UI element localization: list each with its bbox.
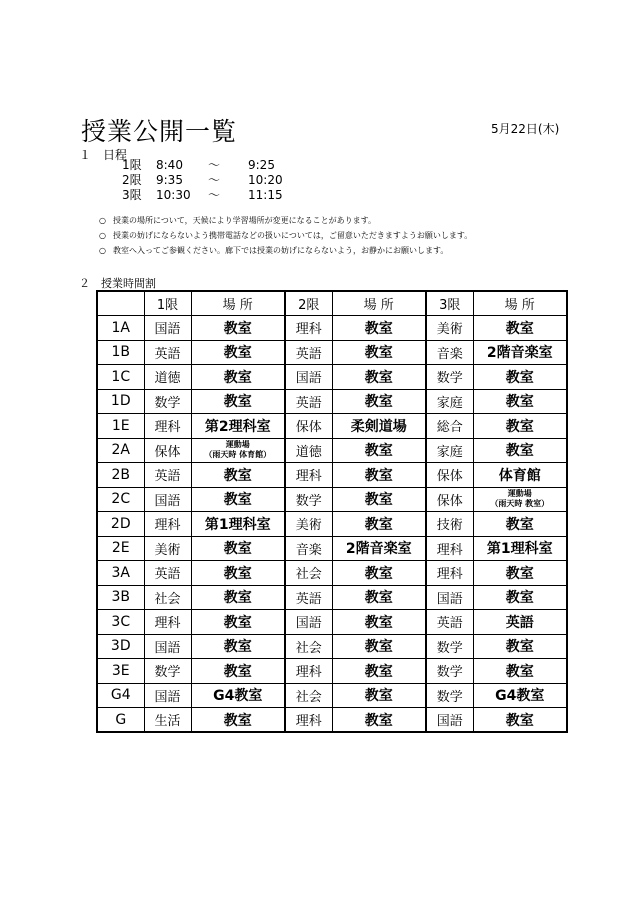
table-row xyxy=(97,634,567,659)
class-cell: 1E xyxy=(97,414,144,439)
table-row xyxy=(97,340,567,365)
location-cell: 教室 xyxy=(332,463,426,488)
header-cell: 場 所 xyxy=(332,291,426,316)
subject-cell: 数学 xyxy=(426,659,473,684)
subject-cell: 美術 xyxy=(144,536,191,561)
subject-cell: 美術 xyxy=(285,512,332,537)
subject-cell: 理科 xyxy=(144,512,191,537)
subject-cell: 理科 xyxy=(144,414,191,439)
note-text: 教室へ入ってご参観ください。廊下では授業の妨げにならないよう，お静かにお願いします。 xyxy=(113,246,449,255)
class-cell: 3D xyxy=(97,634,144,659)
subject-cell: 社会 xyxy=(285,683,332,708)
note-item xyxy=(99,213,472,228)
location-cell: 教室 xyxy=(473,561,567,586)
table-row xyxy=(97,585,567,610)
subject-cell: 美術 xyxy=(426,316,473,341)
location-cell: G4教室 xyxy=(473,683,567,708)
subject-cell: 英語 xyxy=(285,389,332,414)
subject-cell: 数学 xyxy=(426,683,473,708)
location-cell: 教室 xyxy=(473,659,567,684)
location-cell: 教室 xyxy=(473,414,567,439)
subject-cell: 英語 xyxy=(426,610,473,635)
location-cell: 2階音楽室 xyxy=(332,536,426,561)
location-primary: 運動場 xyxy=(507,489,532,499)
location-cell: 教室 xyxy=(191,389,285,414)
location-cell: 教室 xyxy=(191,365,285,390)
location-cell: 第2理科室 xyxy=(191,414,285,439)
circle-bullet-icon: ○ xyxy=(99,246,106,255)
header-cell: 2限 xyxy=(285,291,332,316)
schedule-row xyxy=(122,158,298,173)
location-cell: 教室 xyxy=(332,512,426,537)
location-cell: 教室 xyxy=(332,659,426,684)
table-row xyxy=(97,414,567,439)
class-cell: 3A xyxy=(97,561,144,586)
table-row xyxy=(97,561,567,586)
class-cell: 3B xyxy=(97,585,144,610)
location-cell: 教室 xyxy=(191,708,285,733)
subject-cell: 国語 xyxy=(285,610,332,635)
subject-cell: 理科 xyxy=(426,536,473,561)
class-cell: 3C xyxy=(97,610,144,635)
location-cell: 教室 xyxy=(332,708,426,733)
note-item xyxy=(99,228,472,243)
table-row xyxy=(97,438,567,463)
header-cell: 3限 xyxy=(426,291,473,316)
schedule-list xyxy=(122,158,298,203)
table-header-row xyxy=(97,291,567,316)
subject-cell: 数学 xyxy=(144,389,191,414)
class-cell: 2D xyxy=(97,512,144,537)
start-time: 8:40 xyxy=(156,158,183,172)
page-title: 授業公開一覧 xyxy=(81,117,238,146)
location-cell: 教室 xyxy=(191,561,285,586)
end-time: 10:20 xyxy=(248,173,283,187)
location-cell: 第1理科室 xyxy=(191,512,285,537)
subject-cell: 数学 xyxy=(426,365,473,390)
table-row xyxy=(97,610,567,635)
schedule-row xyxy=(122,173,298,188)
subject-cell: 社会 xyxy=(285,561,332,586)
location-cell: 教室 xyxy=(332,561,426,586)
circle-bullet-icon: ○ xyxy=(99,231,106,240)
location-cell: 教室 xyxy=(191,536,285,561)
table-row xyxy=(97,487,567,512)
subject-cell: 国語 xyxy=(426,708,473,733)
circle-bullet-icon: ○ xyxy=(99,216,106,225)
tilde: ～ xyxy=(208,173,221,187)
location-cell: 教室 xyxy=(191,634,285,659)
location-cell: G4教室 xyxy=(191,683,285,708)
subject-cell: 音楽 xyxy=(285,536,332,561)
end-time: 11:15 xyxy=(248,188,283,202)
location-cell: 教室 xyxy=(332,316,426,341)
start-time: 9:35 xyxy=(156,173,183,187)
subject-cell: 保体 xyxy=(426,463,473,488)
location-cell: 教室 xyxy=(332,340,426,365)
subject-cell: 理科 xyxy=(285,316,332,341)
class-cell: G xyxy=(97,708,144,733)
location-cell xyxy=(473,487,567,512)
subject-cell: 理科 xyxy=(426,561,473,586)
subject-cell: 家庭 xyxy=(426,389,473,414)
location-cell: 教室 xyxy=(332,683,426,708)
location-cell: 教室 xyxy=(191,487,285,512)
subject-cell: 国語 xyxy=(285,365,332,390)
timetable xyxy=(96,290,568,733)
location-cell: 教室 xyxy=(191,340,285,365)
location-cell: 教室 xyxy=(191,659,285,684)
location-cell: 教室 xyxy=(332,487,426,512)
location-cell: 教室 xyxy=(473,316,567,341)
subject-cell: 道徳 xyxy=(285,438,332,463)
subject-cell: 英語 xyxy=(144,561,191,586)
tilde: ～ xyxy=(208,158,221,172)
location-cell: 英語 xyxy=(473,610,567,635)
location-cell: 教室 xyxy=(191,316,285,341)
subject-cell: 数学 xyxy=(426,634,473,659)
class-cell: 1D xyxy=(97,389,144,414)
subject-cell: 数学 xyxy=(144,659,191,684)
table-row xyxy=(97,316,567,341)
subject-cell: 保体 xyxy=(426,487,473,512)
location-cell: 教室 xyxy=(332,389,426,414)
location-cell: 教室 xyxy=(332,438,426,463)
class-cell: 1B xyxy=(97,340,144,365)
subject-cell: 社会 xyxy=(144,585,191,610)
location-cell: 教室 xyxy=(473,365,567,390)
subject-cell: 保体 xyxy=(144,438,191,463)
header-cell: 場 所 xyxy=(191,291,285,316)
period-label: 3限 xyxy=(122,188,142,202)
subject-cell: 理科 xyxy=(285,708,332,733)
location-cell: 教室 xyxy=(473,389,567,414)
notes-list xyxy=(99,213,472,258)
subject-cell: 国語 xyxy=(144,683,191,708)
period-label: 2限 xyxy=(122,173,142,187)
subject-cell: 国語 xyxy=(426,585,473,610)
location-cell: 教室 xyxy=(473,634,567,659)
table-row xyxy=(97,708,567,733)
subject-cell: 家庭 xyxy=(426,438,473,463)
subject-cell: 音楽 xyxy=(426,340,473,365)
subject-cell: 英語 xyxy=(285,585,332,610)
period-label: 1限 xyxy=(122,158,142,172)
location-cell: 教室 xyxy=(332,365,426,390)
location-cell: 柔剣道場 xyxy=(332,414,426,439)
location-cell: 2階音楽室 xyxy=(473,340,567,365)
location-alternate: （雨天時 教室） xyxy=(490,499,550,509)
location-cell: 教室 xyxy=(473,585,567,610)
class-cell: 2E xyxy=(97,536,144,561)
section-schedule-heading: １ 日程 xyxy=(79,148,128,162)
table-row xyxy=(97,512,567,537)
class-cell: G4 xyxy=(97,683,144,708)
location-alternate: （雨天時 体育館） xyxy=(204,450,272,460)
header-cell xyxy=(97,291,144,316)
subject-cell: 英語 xyxy=(144,463,191,488)
note-text: 授業の妨げにならないよう携帯電話などの扱いについては，ご留意いただきますようお願いします。 xyxy=(113,231,473,240)
start-time: 10:30 xyxy=(156,188,191,202)
subject-cell: 数学 xyxy=(285,487,332,512)
subject-cell: 国語 xyxy=(144,634,191,659)
table-row xyxy=(97,536,567,561)
subject-cell: 生活 xyxy=(144,708,191,733)
subject-cell: 理科 xyxy=(144,610,191,635)
subject-cell: 社会 xyxy=(285,634,332,659)
class-cell: 2C xyxy=(97,487,144,512)
table-row xyxy=(97,389,567,414)
location-cell: 第1理科室 xyxy=(473,536,567,561)
subject-cell: 道徳 xyxy=(144,365,191,390)
table-row xyxy=(97,365,567,390)
subject-cell: 理科 xyxy=(285,659,332,684)
class-cell: 1C xyxy=(97,365,144,390)
table-row xyxy=(97,683,567,708)
schedule-row xyxy=(122,188,298,203)
table-row xyxy=(97,463,567,488)
location-cell: 教室 xyxy=(191,463,285,488)
subject-cell: 保体 xyxy=(285,414,332,439)
class-cell: 2A xyxy=(97,438,144,463)
location-cell: 教室 xyxy=(473,438,567,463)
location-cell: 教室 xyxy=(332,634,426,659)
location-cell xyxy=(191,438,285,463)
date-label: 5月22日(木) xyxy=(491,122,560,136)
class-cell: 3E xyxy=(97,659,144,684)
location-primary: 運動場 xyxy=(225,440,250,450)
note-item xyxy=(99,243,472,258)
end-time: 9:25 xyxy=(248,158,275,172)
location-cell: 体育館 xyxy=(473,463,567,488)
table-row xyxy=(97,659,567,684)
note-text: 授業の場所について，天候により学習場所が変更になることがあります。 xyxy=(113,216,377,225)
subject-cell: 技術 xyxy=(426,512,473,537)
subject-cell: 国語 xyxy=(144,316,191,341)
tilde: ～ xyxy=(208,188,221,202)
location-cell: 教室 xyxy=(191,610,285,635)
location-cell: 教室 xyxy=(332,585,426,610)
location-cell: 教室 xyxy=(191,585,285,610)
location-cell: 教室 xyxy=(332,610,426,635)
class-cell: 2B xyxy=(97,463,144,488)
subject-cell: 国語 xyxy=(144,487,191,512)
class-cell: 1A xyxy=(97,316,144,341)
header-cell: 1限 xyxy=(144,291,191,316)
subject-cell: 理科 xyxy=(285,463,332,488)
location-cell: 教室 xyxy=(473,512,567,537)
location-cell: 教室 xyxy=(473,708,567,733)
header-cell: 場 所 xyxy=(473,291,567,316)
section-timetable-heading: ２ 授業時間割 xyxy=(79,277,156,290)
subject-cell: 総合 xyxy=(426,414,473,439)
subject-cell: 英語 xyxy=(144,340,191,365)
subject-cell: 英語 xyxy=(285,340,332,365)
